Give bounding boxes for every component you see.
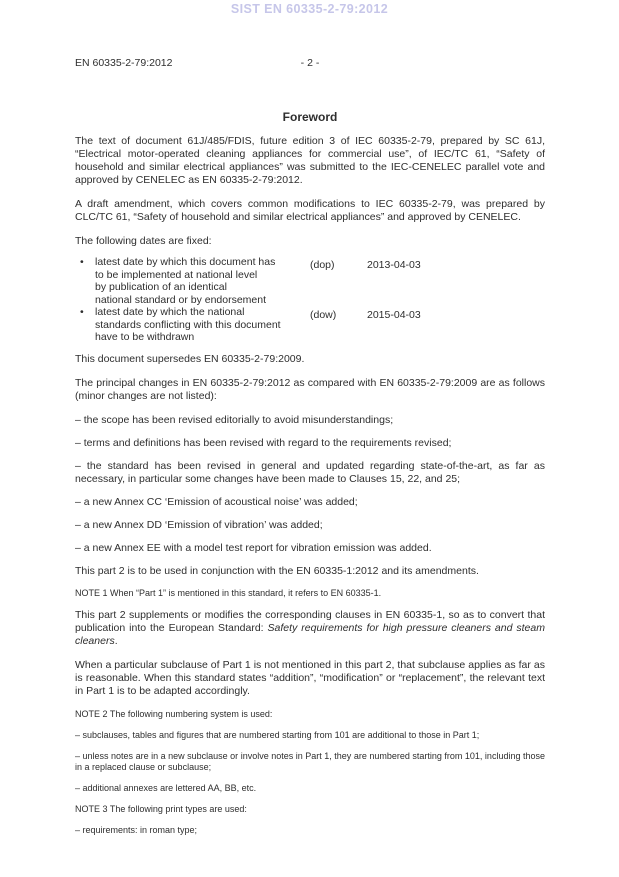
dow-description (95, 306, 290, 344)
paragraph-subclause-rule: When a particular subclause of Part 1 is not mentioned in this part 2, that subclause applies as far as is reasonable. When this standard states “addition”, “modification” or “replacement”, the relevant text in Part 1 is to be adapted accordingly. (75, 658, 545, 697)
change-item-annex-cc: – a new Annex CC ‘Emission of acoustical noise’ was added; (75, 495, 358, 508)
note-3: NOTE 3 The following print types are used: (75, 803, 247, 814)
note-2: NOTE 2 The following numbering system is used: (75, 708, 273, 719)
dop-line: national standard or by endorsement (95, 293, 267, 306)
dop-line: by publication of an identical (95, 281, 227, 293)
paragraph-document-text: The text of document 61J/485/FDIS, future edition 3 of IEC 60335-2-79, prepared by SC 61J, “Electrical motor-operated cleaning appliances for commercial use”, of IEC/TC 61, “Safety of household and similar electrical appliances” was submitted to the IEC-CENELEC parallel vote and approved by CENELEC as EN 60335-2-79:2012. (75, 135, 545, 186)
dop-abbr: (dop) (310, 259, 335, 271)
change-item-terms: – terms and definitions has been revised with regard to the requirements revised; (75, 436, 452, 449)
supplements-italic-title: Safety requirements for high pressure cleaners and steam cleaners (75, 621, 545, 647)
supplements-period: . (114, 634, 118, 647)
fixed-dates-list (75, 256, 545, 344)
paragraph-supplements (75, 609, 545, 648)
list-item-dop (75, 256, 545, 306)
watermark-text: SIST EN 60335-2-79:2012 (230, 2, 389, 16)
change-item-annex-ee: – a new Annex EE with a model test report for vibration emission was added. (75, 541, 432, 554)
dop-date: 2013-04-03 (367, 259, 421, 271)
dow-line: latest date by which the national (95, 306, 245, 318)
document-number: EN 60335-2-79:2012 (75, 57, 173, 69)
dow-line: standards conflicting with this document (95, 318, 281, 331)
numbering-item-subclauses: – subclauses, tables and figures that are numbered starting from 101 are additional to those in Part 1; (75, 729, 480, 740)
dop-line: to be implemented at national level (95, 268, 258, 281)
dow-abbr: (dow) (310, 309, 337, 321)
paragraph-supersedes: This document supersedes EN 60335-2-79:2009. (75, 352, 305, 365)
paragraph-draft-amendment: A draft amendment, which covers common modifications to IEC 60335-2-79, was prepared by CLC/TC 61, “Safety of household and similar electrical appliances” and approved by CENELEC. (75, 198, 545, 223)
change-item-annex-dd: – a new Annex DD ‘Emission of vibration’ was added; (75, 518, 323, 531)
paragraph-conjunction: This part 2 is to be used in conjunction with the EN 60335-1:2012 and its amendments. (75, 564, 479, 577)
foreword-section (75, 110, 545, 846)
dates-intro: The following dates are fixed: (75, 235, 212, 247)
print-type-item-requirements: – requirements: in roman type; (75, 824, 198, 835)
dop-description (95, 256, 290, 306)
numbering-item-annexes: – additional annexes are lettered AA, BB, etc. (75, 782, 257, 793)
supplements-roman-text: This part 2 supplements or modifies the corresponding clauses in EN 60335-1, so as to convert that publication into the European Standard: (75, 608, 545, 634)
list-item-dow (75, 306, 545, 344)
change-item-scope: – the scope has been revised editorially to avoid misunderstandings; (75, 413, 394, 426)
page-number: - 2 - (300, 57, 320, 69)
change-item-standard-revised: – the standard has been revised in general and updated regarding state-of-the-art, as far as necessary, in particular some changes have been made to Clauses 15, 22, and 25; (75, 459, 545, 485)
paragraph-changes-intro: The principal changes in EN 60335-2-79:2012 as compared with EN 60335-2-79:2009 are as follows (minor changes are not listed): (75, 376, 545, 402)
bullet-icon: • (80, 306, 84, 318)
dop-line: latest date by which this document has (95, 256, 276, 268)
note-1: NOTE 1 When “Part 1” is mentioned in this standard, it refers to EN 60335-1. (75, 587, 382, 598)
bullet-icon: • (80, 256, 84, 268)
numbering-item-notes: – unless notes are in a new subclause or involve notes in Part 1, they are numbered starting from 101, including those in a replaced clause or subclause; (75, 750, 545, 772)
dow-line: have to be withdrawn (95, 331, 195, 343)
foreword-title: Foreword (282, 110, 338, 124)
dow-date: 2015-04-03 (367, 309, 421, 321)
